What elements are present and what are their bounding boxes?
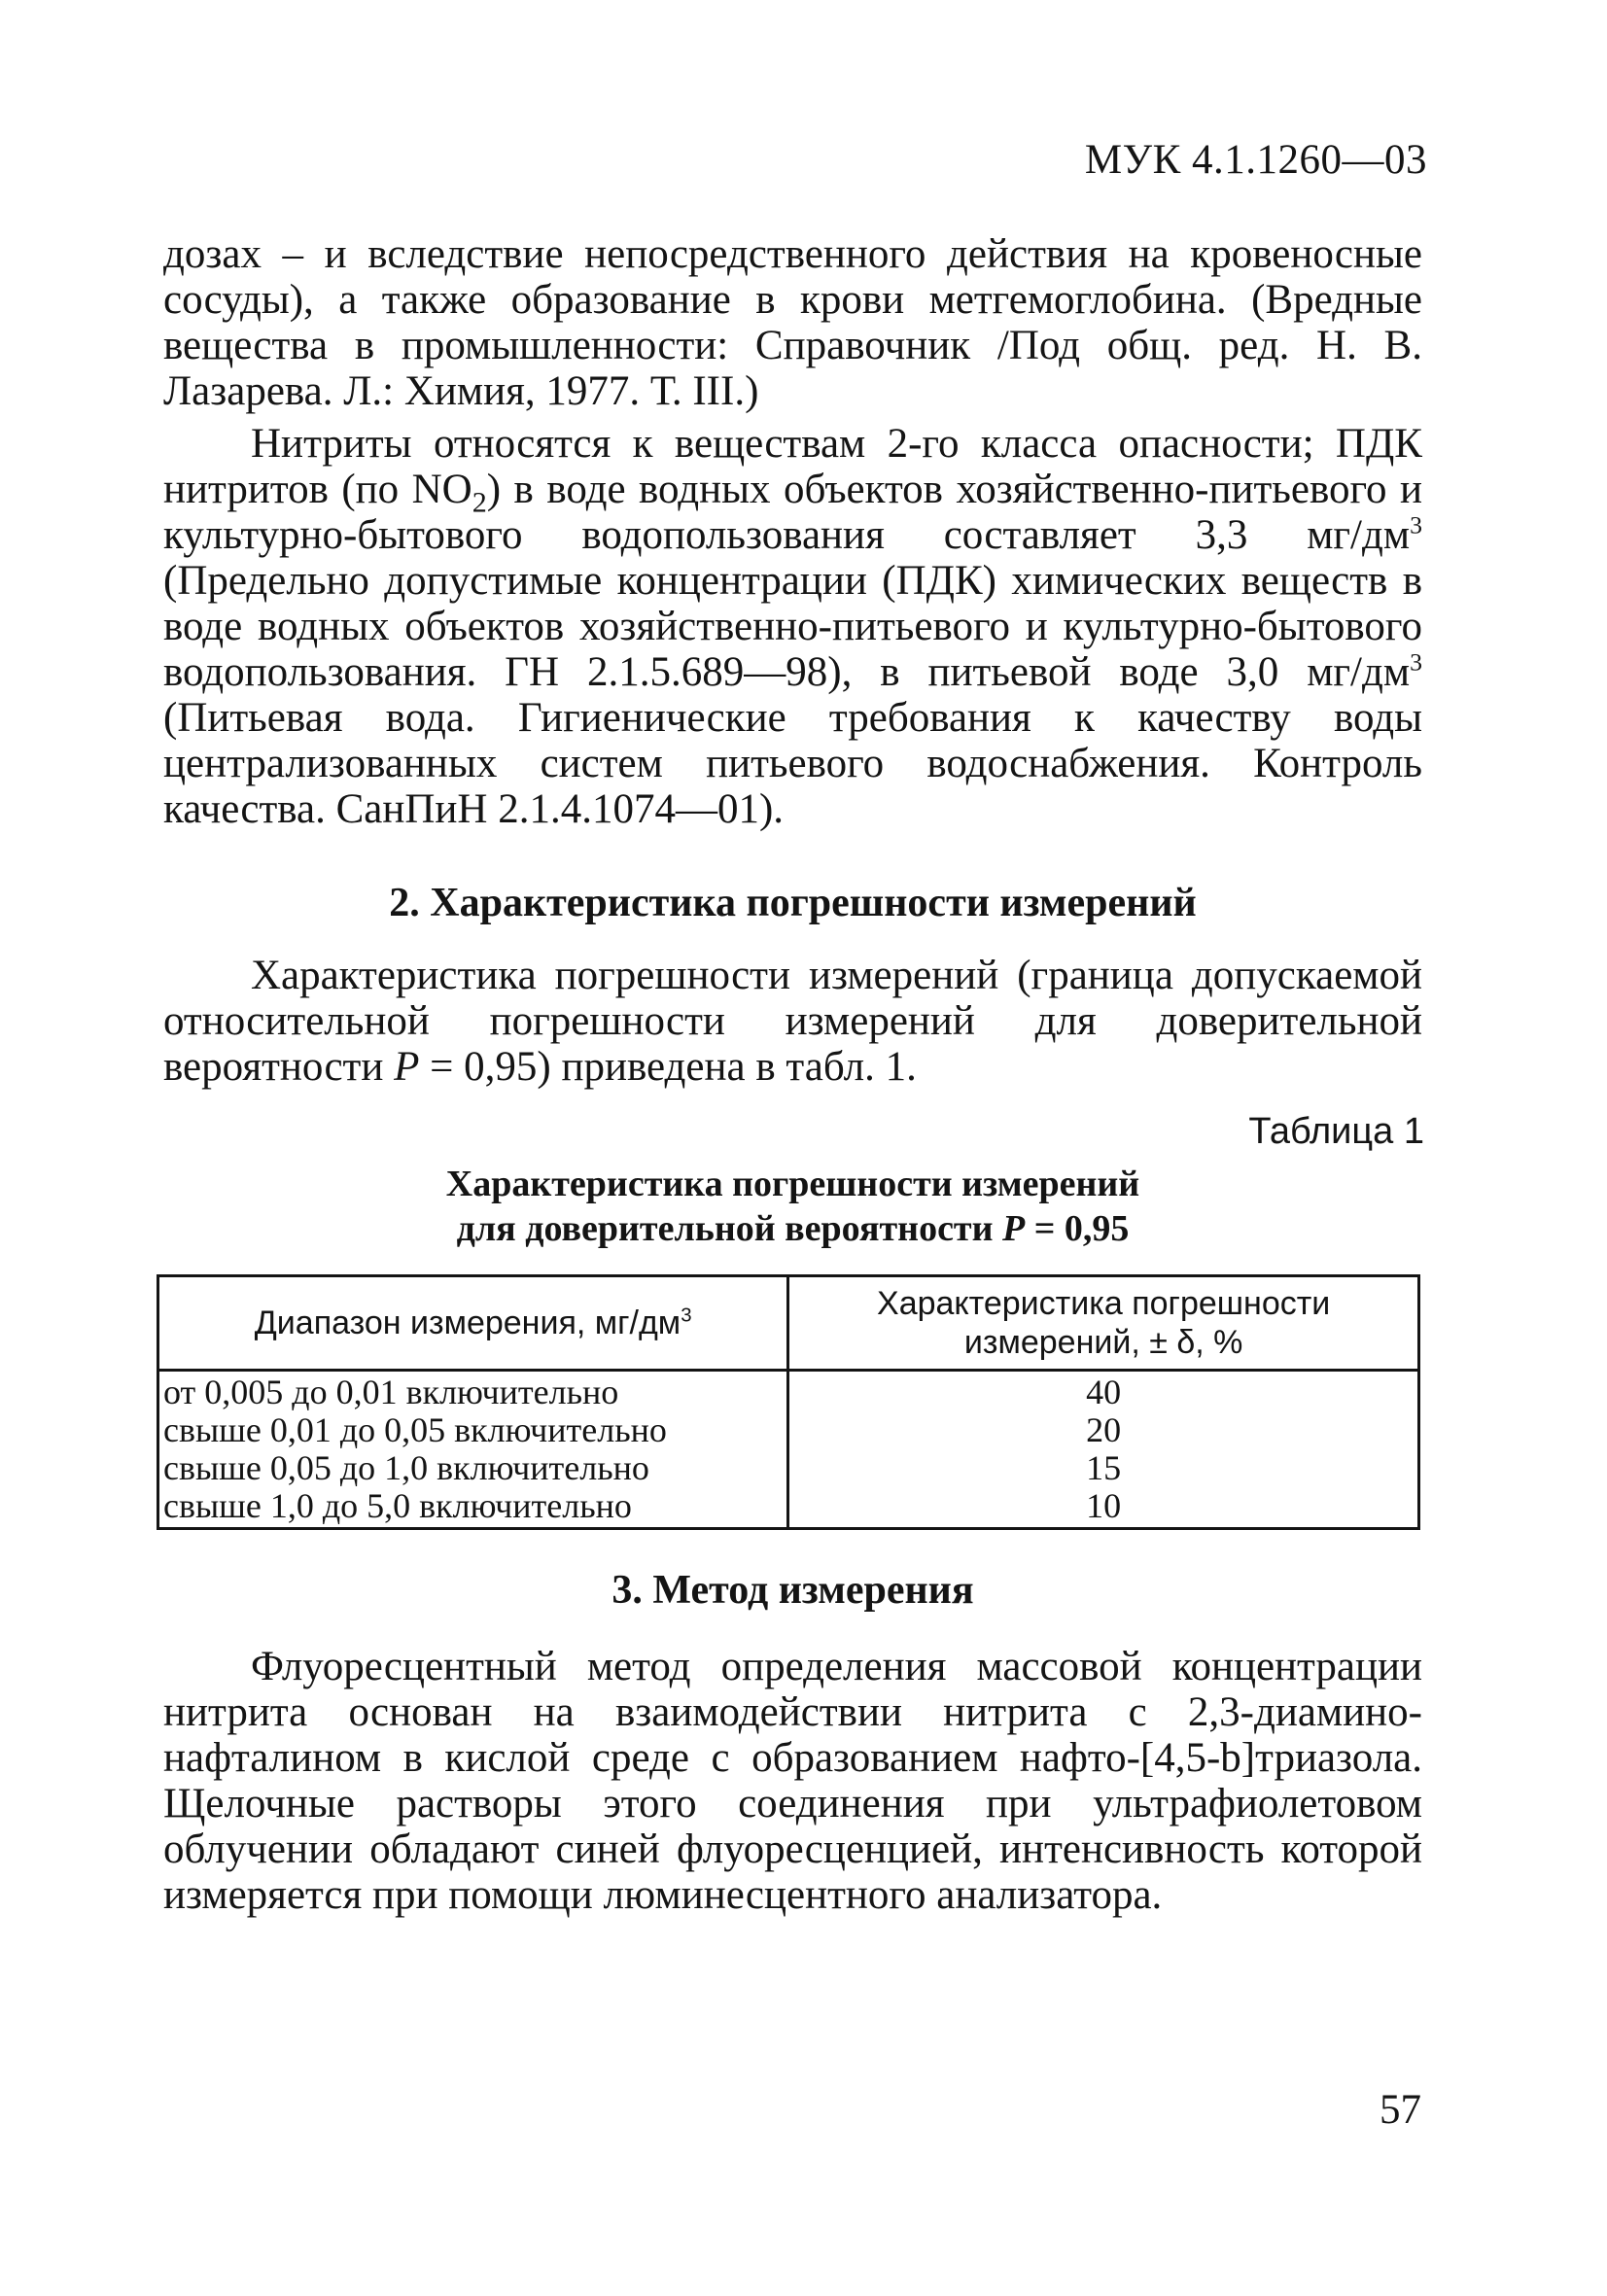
running-header-doc-code: МУК 4.1.1260—03 bbox=[1084, 137, 1427, 183]
text-run: = 0,95 bbox=[1025, 1208, 1130, 1249]
text-run: = 0,95) приведена в табл. 1. bbox=[419, 1044, 917, 1090]
header-line: измерений, ± δ, % bbox=[963, 1324, 1243, 1361]
text-run: (Питьевая вода. Гигиенические требования к качеству воды централизованных систем питьевого водоснабжения. Контроль качества. СанПиН 2.1.4.1074—01). bbox=[163, 695, 1422, 832]
superscript: 3 bbox=[681, 1305, 692, 1327]
cell-range: свыше 1,0 до 5,0 включительно bbox=[158, 1487, 788, 1529]
paragraph-nitrite-limits bbox=[163, 421, 1422, 832]
superscript: 3 bbox=[1410, 647, 1422, 677]
text-run: для доверительной вероятности bbox=[456, 1208, 1002, 1249]
table-row bbox=[158, 1449, 1419, 1487]
column-header-error bbox=[788, 1276, 1419, 1371]
cell-range: от 0,005 до 0,01 включительно bbox=[158, 1371, 788, 1412]
text-run: ) в воде водных объектов хозяйственно-питьевого и культурно-бытового водопользования составляет 3,3 мг/дм bbox=[163, 467, 1422, 558]
paragraph-text bbox=[163, 953, 1422, 1090]
error-characteristics-table bbox=[157, 1274, 1420, 1530]
superscript: 3 bbox=[1410, 510, 1422, 539]
table-row bbox=[158, 1411, 1419, 1449]
section-heading-method: 3. Метод измерения bbox=[611, 1568, 974, 1613]
table-row bbox=[158, 1487, 1419, 1529]
table-row bbox=[158, 1371, 1419, 1412]
page-number: 57 bbox=[1380, 2087, 1421, 2133]
paragraph-method bbox=[163, 1644, 1422, 1918]
text-run: Характеристика погрешности измерений (граница допускаемой относительной погрешности измерений для доверительной вероятности bbox=[163, 953, 1422, 1090]
cell-error-value: 20 bbox=[788, 1411, 1419, 1449]
text-run: Нитриты относятся к веществам 2-го класса опасности; ПДК нитритов (по NO bbox=[163, 421, 1422, 512]
paragraph-hazard-effects bbox=[163, 231, 1422, 414]
table-title-line bbox=[163, 1206, 1422, 1251]
cell-error-value: 40 bbox=[788, 1371, 1419, 1412]
text-run: Диапазон измерения, мг/дм bbox=[254, 1305, 681, 1341]
column-header-range bbox=[158, 1276, 788, 1371]
table-header-row bbox=[158, 1276, 1419, 1371]
paragraph-text: Флуоресцентный метод определения массовой концентрации нитрита основан на взаимодействии нитрита с 2,3-диамино-нафталином в кислой среде с образованием нафто-[4,5-b]триазола. Щелочные растворы этого соединения при ультрафиолетовом облучении обладают синей флуоресценцией, интенсивность которой измеряется при помощи люминесцентного анализатора. bbox=[163, 1644, 1422, 1918]
subscript: 2 bbox=[472, 485, 487, 519]
text-run: (Предельно допустимые концентрации (ПДК) химических веществ в воде водных объектов хозяйственно-питьевого и культурно-бытового водопользования. ГН 2.1.5.689—98), в питьевой воде 3,0 мг/дм bbox=[163, 558, 1422, 695]
cell-error-value: 15 bbox=[788, 1449, 1419, 1487]
cell-range: свыше 0,01 до 0,05 включительно bbox=[158, 1411, 788, 1449]
table-title-line: Характеристика погрешности измерений bbox=[445, 1164, 1140, 1204]
paragraph-text bbox=[163, 421, 1422, 832]
header-line: Характеристика погрешности bbox=[877, 1285, 1331, 1322]
table-label: Таблица 1 bbox=[1248, 1111, 1424, 1152]
variable-p: P bbox=[394, 1044, 420, 1090]
paragraph-error-intro bbox=[163, 953, 1422, 1090]
section-heading-error-characteristics: 2. Характеристика погрешности измерений bbox=[389, 881, 1197, 925]
variable-p: P bbox=[1002, 1208, 1026, 1249]
table-title bbox=[163, 1162, 1422, 1251]
cell-range: свыше 0,05 до 1,0 включительно bbox=[158, 1449, 788, 1487]
cell-error-value: 10 bbox=[788, 1487, 1419, 1529]
paragraph-text: дозах – и вследствие непосредственного действия на кровеносные сосуды), а также образование в крови метгемоглобина. (Вредные вещества в промышленности: Справочник /Под общ. ред. Н. В. Лазарева. Л.: Химия, 1977. Т. III.) bbox=[163, 231, 1422, 414]
